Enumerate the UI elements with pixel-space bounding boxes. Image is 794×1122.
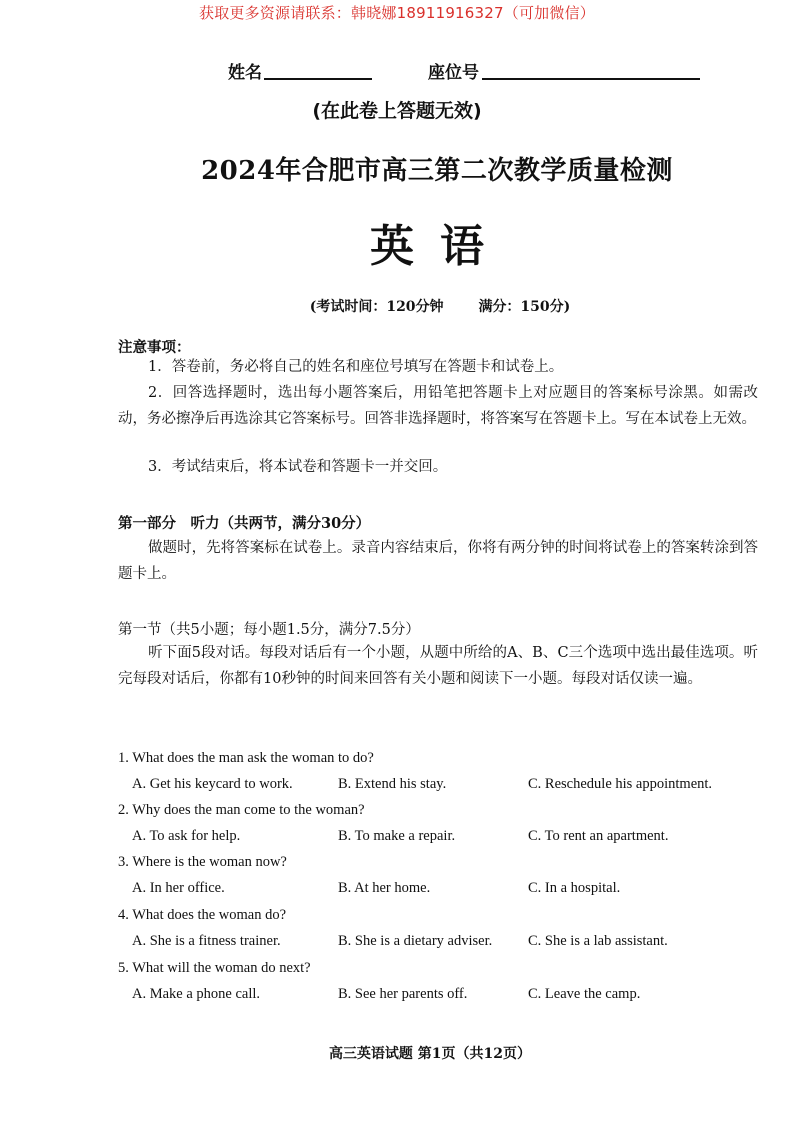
exam-title: 2024年合肥市高三第二次教学质量检测 xyxy=(201,156,673,186)
question-stem: 2. Why does the man come to the woman? xyxy=(118,802,365,818)
exam-time: (考试时间：120分钟 xyxy=(309,299,444,315)
page-footer: 高三英语试题 第1页（共12页） xyxy=(328,1046,532,1062)
instructions-heading: 注意事项： xyxy=(118,339,191,356)
name-blank xyxy=(264,78,372,80)
seat-label: 座位号 xyxy=(428,63,479,83)
question-stem: 1. What does the man ask the woman to do? xyxy=(118,750,374,766)
answer-invalid-notice: (在此卷上答题无效) xyxy=(312,100,482,122)
option-a: A. To ask for help. xyxy=(132,828,241,844)
option-b: B. She is a dietary adviser. xyxy=(338,933,493,949)
option-c: C. Reschedule his appointment. xyxy=(528,776,713,792)
option-b: B. Extend his stay. xyxy=(338,776,447,792)
instruction-item: 3．考试结束后，将本试卷和答题卡一并交回。 xyxy=(148,459,448,475)
option-a: A. Make a phone call. xyxy=(132,986,261,1002)
name-label: 姓名 xyxy=(228,63,262,83)
option-c: C. Leave the camp. xyxy=(528,986,641,1002)
option-b: B. See her parents off. xyxy=(338,986,468,1002)
instruction-item: 2．回答选择题时，选出每小题答案后，用铅笔把答题卡上对应题目的答案标号涂黑。如需改动，务必擦净后再选涂其它答案标号。回答非选择题时，将答案写在答题卡上。写在本试卷上无效。 xyxy=(118,385,758,427)
seat-blank xyxy=(482,78,700,80)
question-stem: 3. Where is the woman now? xyxy=(118,854,287,870)
contact-banner: 获取更多资源请联系：韩晓娜18911916327（可加微信） xyxy=(199,4,595,22)
instruction-item: 1．答卷前，务必将自己的姓名和座位号填写在答题卡和试卷上。 xyxy=(148,359,564,375)
option-c: C. In a hospital. xyxy=(528,880,621,896)
section1-heading: 第一节（共5小题；每小题1.5分，满分7.5分） xyxy=(118,622,420,638)
option-a: A. She is a fitness trainer. xyxy=(132,933,281,949)
section1-intro: 听下面5段对话。每段对话后有一个小题，从题中所给的A、B、C三个选项中选出最佳选项。听完每段对话后，你都有10秒钟的时间来回答有关小题和阅读下一小题。每段对话仅读一遍。 xyxy=(118,645,758,687)
option-c: C. She is a lab assistant. xyxy=(528,933,668,949)
option-b: B. At her home. xyxy=(338,880,431,896)
option-c: C. To rent an apartment. xyxy=(528,828,669,844)
option-b: B. To make a repair. xyxy=(338,828,456,844)
option-a: A. In her office. xyxy=(132,880,225,896)
subject-title: 英语 xyxy=(370,221,510,272)
question-stem: 5. What will the woman do next? xyxy=(118,960,311,976)
question-stem: 4. What does the woman do? xyxy=(118,907,287,923)
part1-heading: 第一部分 听力（共两节，满分30分） xyxy=(118,515,371,532)
exam-meta xyxy=(0,296,794,316)
part1-intro: 做题时，先将答案标在试卷上。录音内容结束后，你将有两分钟的时间将试卷上的答案转涂到答题卡上。 xyxy=(118,540,758,582)
option-a: A. Get his keycard to work. xyxy=(132,776,293,792)
exam-score: 满分：150分) xyxy=(478,299,571,315)
